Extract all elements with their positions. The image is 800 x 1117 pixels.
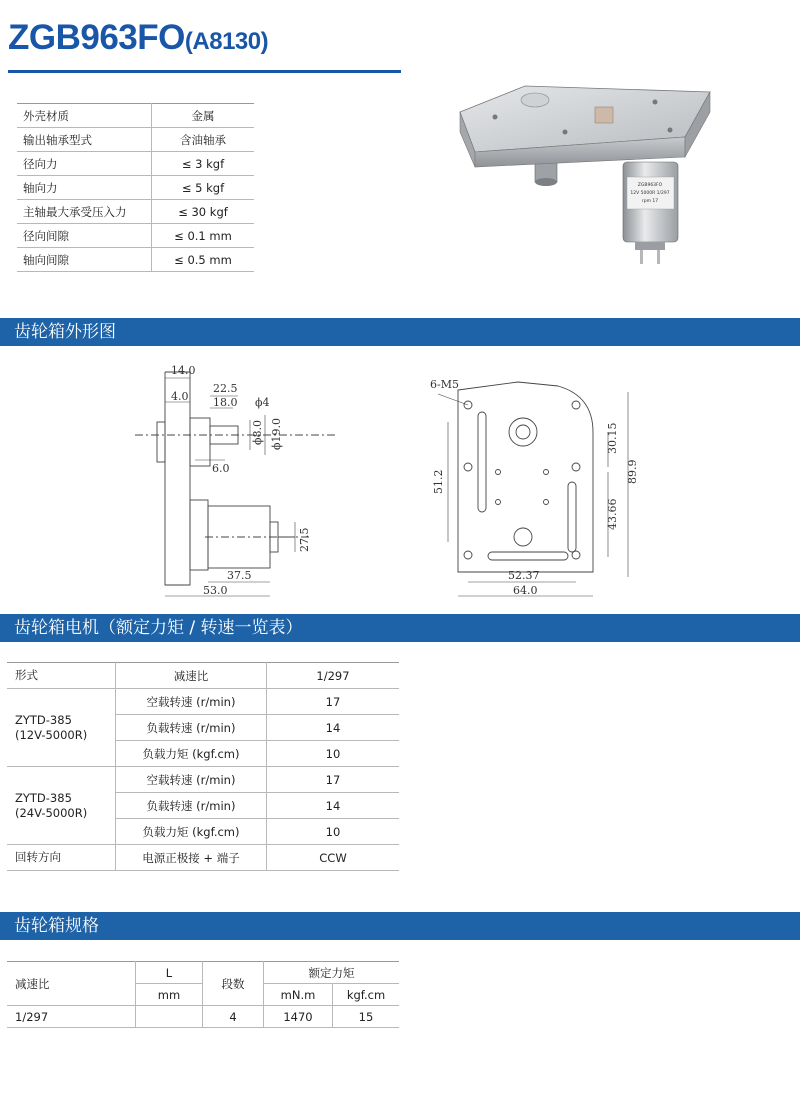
dim-label: 52.37 [508,569,540,582]
header-cell: mm [136,984,203,1006]
param-label: 负载转速 (r/min) [116,715,267,741]
dim-label: 53.0 [203,584,228,597]
motor-type-cell [7,689,116,767]
dim-label: ϕ8.0 [251,420,264,445]
dim-label: 27.5 [298,527,311,552]
table-row [7,689,399,715]
param-value: 10 [267,819,400,845]
dim-label: 51.2 [432,469,445,494]
title-underline [8,70,401,73]
property-key: 轴向力 [17,176,152,200]
dim-label: 89.9 [626,459,639,484]
property-key: 外壳材质 [17,104,152,128]
torque-mnm-cell: 1470 [264,1006,333,1028]
section-spec-header: 齿轮箱规格 [0,912,800,940]
param-value: 14 [267,793,400,819]
dim-label: 22.5 [213,382,238,395]
property-value: ≤ 0.1 mm [152,224,255,248]
rotation-condition: 电源正极接 + 端子 [116,845,267,871]
table-row [17,200,254,224]
param-value: 14 [267,715,400,741]
motor-model: ZYTD-385 [15,791,72,806]
param-value: 17 [267,767,400,793]
front-view-drawing [428,372,648,604]
property-key: 轴向间隙 [17,248,152,272]
length-cell [136,1006,203,1028]
header-cell: 段数 [203,962,264,1006]
param-label: 负载转速 (r/min) [116,793,267,819]
table-row [7,845,399,871]
dim-label: 30.15 [606,422,619,454]
section-outline-header: 齿轮箱外形图 [0,318,800,346]
model-name: ZGB963FO [8,18,185,57]
table-row [17,104,254,128]
header-cell: 1/297 [267,663,400,689]
param-label: 空载转速 (r/min) [116,767,267,793]
label-line: ZGB963FO [637,183,663,188]
dim-label: 6.0 [212,462,230,475]
param-value: 17 [267,689,400,715]
table-row [7,767,399,793]
table-row [7,1006,399,1028]
property-value: ≤ 0.5 mm [152,248,255,272]
motor-type-cell [7,767,116,845]
table-row [17,224,254,248]
property-key: 径向力 [17,152,152,176]
dim-label: 37.5 [227,569,252,582]
label-line: rpm 17 [641,199,659,204]
property-value: 含油轴承 [152,128,255,152]
param-value: 10 [267,741,400,767]
dim-label: 4.0 [171,390,189,403]
param-label: 空载转速 (r/min) [116,689,267,715]
param-label: 负载力矩 (kgf.cm) [116,819,267,845]
rotation-value: CCW [267,845,400,871]
table-row [17,176,254,200]
header-cell: mN.m [264,984,333,1006]
dim-label: 18.0 [213,396,238,409]
motor-rating: (24V-5000R) [15,805,88,820]
label-line: 12V 5000R 1/297 [630,191,670,196]
property-value: ≤ 3 kgf [152,152,255,176]
header-cell: 减速比 [116,663,267,689]
property-key: 输出轴承型式 [17,128,152,152]
table-row [17,128,254,152]
motor-table [7,662,399,871]
header-cell: 额定力矩 [264,962,400,984]
dim-label: 6-M5 [430,378,459,391]
property-value: ≤ 5 kgf [152,176,255,200]
dim-label: 14.0 [171,364,196,377]
dim-label: 64.0 [513,584,538,597]
table-header-row [7,962,399,984]
gearbox-photo [455,82,715,282]
header-cell: L [136,962,203,984]
properties-table [17,103,254,272]
header-cell: 形式 [7,663,116,689]
table-row [17,152,254,176]
motor-rating: (12V-5000R) [15,727,88,742]
property-value: 金属 [152,104,255,128]
model-code: (A8130) [184,28,269,55]
property-value: ≤ 30 kgf [152,200,255,224]
table-header-row [7,663,399,689]
torque-kgfcm-cell: 15 [333,1006,400,1028]
dim-label: 43.66 [606,498,619,530]
rotation-label: 回转方向 [7,845,116,871]
dim-label: ϕ19.0 [270,418,283,450]
section-motor-header: 齿轮箱电机（额定力矩 / 转速一览表） [0,614,800,642]
ratio-cell: 1/297 [7,1006,136,1028]
param-label: 负载力矩 (kgf.cm) [116,741,267,767]
header-cell: 减速比 [7,962,136,1006]
table-row [17,248,254,272]
stages-cell: 4 [203,1006,264,1028]
header-cell: kgf.cm [333,984,400,1006]
side-view-drawing [135,360,345,605]
spec-table [7,961,399,1028]
motor-model: ZYTD-385 [15,713,72,728]
dim-label: ϕ4 [255,396,270,409]
page-title [8,18,268,58]
property-key: 径向间隙 [17,224,152,248]
property-key: 主轴最大承受压入力 [17,200,152,224]
